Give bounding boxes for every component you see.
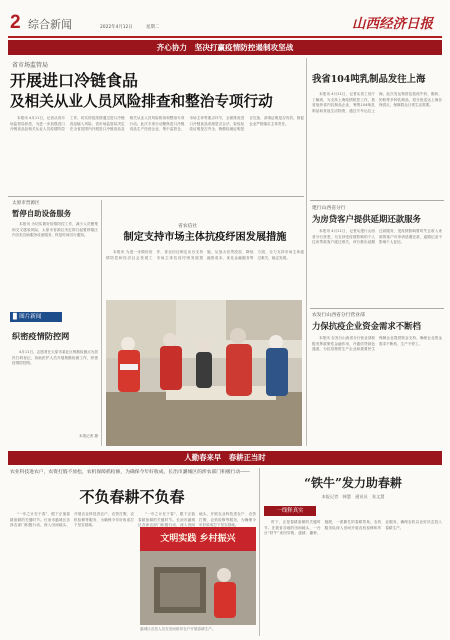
top-banner: 齐心协力 坚决打赢疫情防控遏制攻坚战 (8, 40, 442, 55)
bottom-left-body (10, 512, 134, 634)
ccb-kicker: 建行山西省分行 (312, 206, 346, 211)
issue-weekday: 星期二 (146, 25, 160, 30)
lead-title-line1: 开展进口冷链食品 (10, 71, 139, 90)
adbc-title: 力保抗疫企业资金需求不断档 (312, 321, 421, 331)
photo-news-title: 织密疫情防控网 (12, 331, 70, 341)
bottom-left-title: 不负春耕不负春 (79, 488, 185, 506)
photo-news-icon: ▉ (13, 314, 20, 320)
bottom-left-body-text-cont: “一年之计在于春”，眼下正值春耕备耕的关键时节。长治市潞城区各涉农部门积极行动，深入田间地头，开展农业科技进农户、农资打假、农机检修等服务，为确保今年好收成打下坚实基础。 (138, 512, 256, 528)
bottom-right-section-tag-text: 一线释真实 (276, 508, 304, 514)
bottom-right-body (264, 520, 442, 636)
ccb-title: 为房贷客户提供延期还款服务 (312, 214, 421, 224)
section-name: 综合新闻 (28, 18, 72, 31)
ccb-body-text: 本报讯 4月11日，记者从建行山西省分行获悉，为支持受疫情影响的个人住房贷款客户渡过难关，该行推出延期还款服务，受疫情影响暂时失去收入来源的客户可申请延期还款，逾期记录不影响个人征信。 (312, 229, 442, 245)
issue-date: 2022年4月12日 (100, 25, 133, 30)
mid-body (106, 250, 304, 298)
farmer-photo (140, 527, 256, 625)
ccb-body (312, 229, 442, 305)
lead-body (10, 116, 304, 192)
lead-body-text: 本报讯 4月11日，记者从省市场监管局获悉，为进一步加强进口冷链食品及相关从业人员疫情防控工作，切实防范疫情通过进口冷链食品输入风险，省市场监管局决定在全省范围内开展进口冷链食品及相关从业人员风险排查和整治专项行动。此次专项行动聚焦进口冷链食品生产经营企业、集中监管仓、市场主体等重点环节，全面排查进口冷链食品来源是否合法、检验检疫证明是否齐全、核酸检测证明是否完备、消毒证明是否有效，督促企业严格落实主体责任。 (10, 116, 304, 132)
adbc-body (312, 336, 442, 442)
right-title: 我省104吨乳制品发往上海 (312, 74, 426, 85)
photo-news-body (12, 350, 98, 432)
mid-title: 制定支持市场主体抗疫纾困发展措施 (123, 231, 287, 243)
mid-body-text: 本报讯 为进一步做好疫情防控和经济社会发展工作，省农信社制定出台支持市场主体抗疫纾困发展措施，从加大信贷投放、降低融资成本、优化金融服务等方面，全力支持市场主体渡过难关，稳定发展。 (106, 250, 304, 260)
photo-news-label (10, 312, 62, 322)
volunteer-photo-image (106, 300, 302, 446)
slogan-banner-text: 文明实践 乡村振兴 (160, 534, 236, 544)
bottom-vertical-divider (259, 468, 260, 636)
adbc-body-text: 本报讯 农发行山西省分行营业部积极发挥政策性金融作用，开通信贷绿色通道，为抗疫物资生产企业和重要民生保障企业提供资金支持，确保企业资金需求不断档、生产不停工。 (312, 336, 442, 352)
right-section-rule-2 (310, 308, 444, 309)
right-body-text: 本报讯 4月11日，记者从省工信厅了解到，为支持上海疫情防控工作，我省组织省内乳制品企业，筹集104吨乳制品和其他生活物资，通过专车运往上海。此次发运物资包括纯牛奶、酸奶、奶粉等多种乳制品，将分批送达上海各保供点，保障群众日常生活需要。 (312, 92, 442, 113)
bottom-right-section-tag (264, 506, 316, 516)
volunteer-photo (106, 300, 302, 446)
vertical-divider-left (101, 200, 102, 446)
photo-news-credit: 本报记者 摄 (78, 434, 98, 438)
page-header (0, 0, 450, 38)
lead-kicker: 省市场监管局 (12, 63, 49, 69)
brief-kicker: 太原市晋源区 (12, 200, 40, 205)
mid-kicker: 省农信社 (178, 224, 198, 229)
vertical-divider-right (306, 58, 307, 446)
photo-news-body-text: 4月11日，志愿者在太原市某社区核酸检测点为居民扫码登记，协助医护人员开展核酸检测工作，织密疫情防控网。 (12, 350, 98, 366)
farmer-photo-caption: 潞城区农技人员在田间指导农户开展春耕生产。 (140, 627, 216, 631)
photo-news-label-text: 图片新闻 (19, 314, 42, 320)
bottom-left-kicker: 农业科技进农户，农资打假不放松，农机保障抓检修，为确保今年好收成，长治市潞城区的涉农部门积极行动—— (10, 470, 250, 475)
brief-title: 暂停自助设备服务 (12, 209, 72, 218)
right-kicker-row (312, 62, 442, 71)
page-number: 2 (10, 12, 21, 33)
bottom-banner: 人勤春来早 春耕正当时 (8, 451, 442, 465)
right-body (312, 92, 442, 186)
brief-body-text: 本报讯 为切实做好疫情防控工作，减少人员聚集和交叉感染风险，太原市晋源区决定即日起暂停辖区内各类自助服务设备服务，恢复时间另行通知。 (12, 222, 98, 238)
bottom-right-body-text: 时下，正是春耕备耕的关键时节。在我省各地的田间地头，一台台“铁牛”来回穿梭，旋耕、播种、施肥，一派繁忙的春耕景象。农机服务队深入田间开展农机检修和作业服务，确保农机以良好状态投入春耕生产。 (264, 520, 442, 536)
adbc-kicker: 农发行山西省分行营业部 (312, 313, 365, 318)
lead-title-line2: 及相关从业人员风险排查和整治专项行动 (10, 93, 273, 110)
bottom-left-body-text: “一年之计在于春”，眼下正值春耕备耕的关键时节。长治市潞城区各涉农部门积极行动，深入田间地头，开展农业科技进农户、农资打假、农机检修等服务，为确保今年好收成打下坚实基础。 (10, 512, 134, 528)
header-rule (8, 36, 442, 38)
masthead-logo: 山西经济日报 (352, 16, 433, 32)
lead-bottom-rule (8, 196, 304, 197)
right-section-rule-1 (310, 200, 444, 201)
bottom-right-byline: 本报记者 韩慧 通讯员 张文慧 (321, 494, 385, 499)
bottom-right-title: “铁牛”发力助春耕 (304, 476, 402, 490)
brief-body (12, 222, 98, 304)
